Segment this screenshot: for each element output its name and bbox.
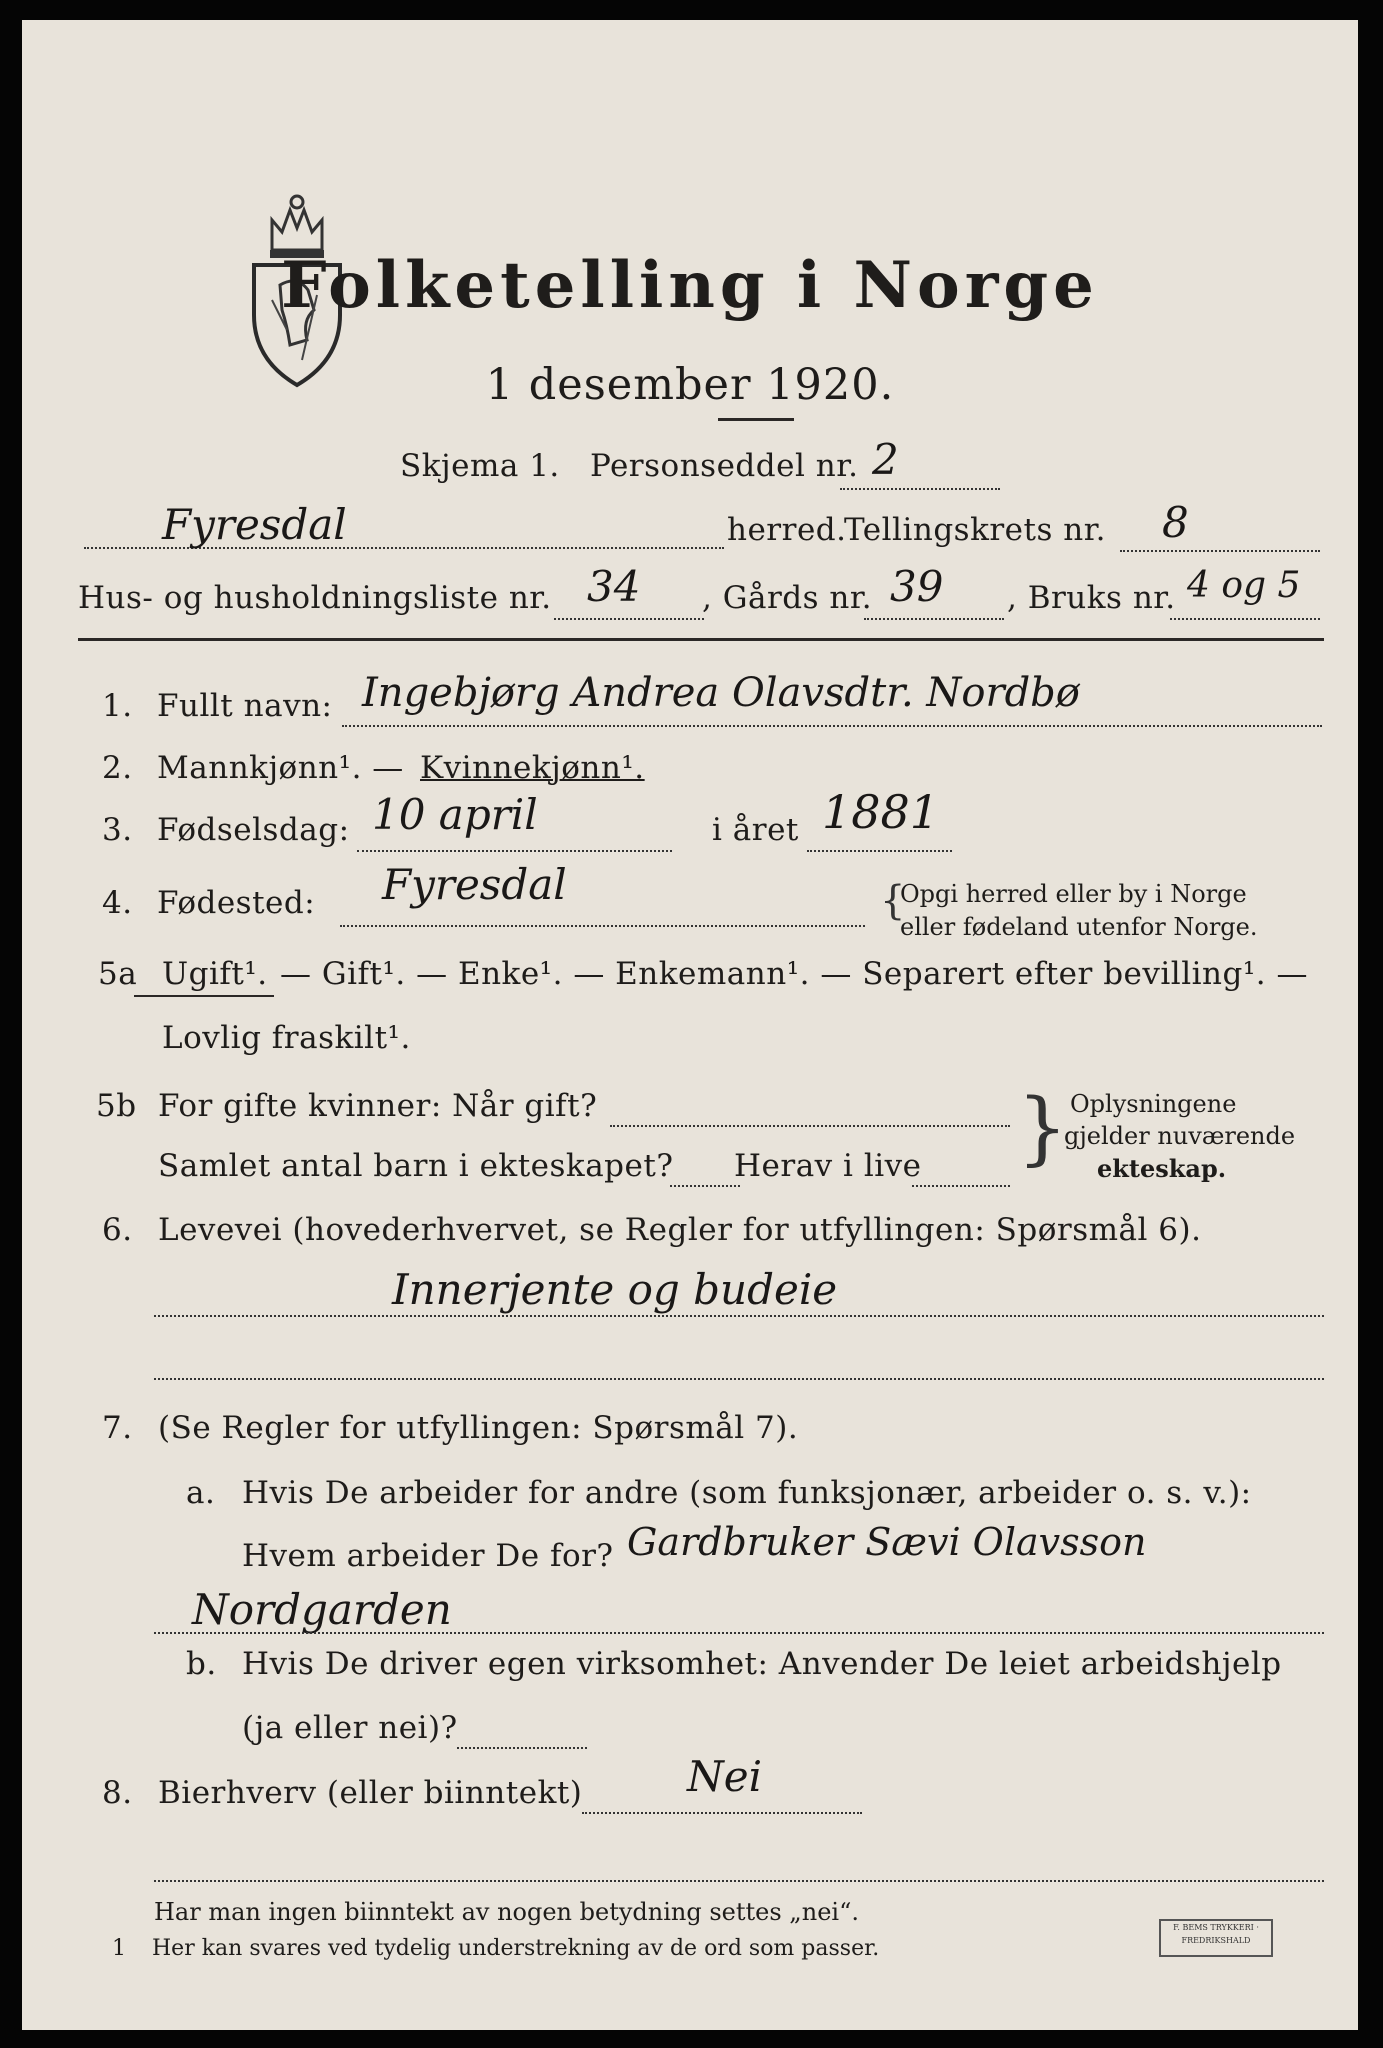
q5a-lovlig-fraskilt-option[interactable]: Lovlig fraskilt¹. — [162, 1020, 411, 1056]
footnote-marker: 1 — [112, 1936, 126, 1961]
q5a-number: 5a — [98, 956, 138, 992]
q4-label: Fødested: — [157, 885, 316, 921]
herred-value[interactable]: Fyresdal — [162, 500, 347, 549]
q5b-living-label: Herav i live — [734, 1148, 922, 1184]
nei-note: Har man ingen biinntekt av nogen betydning settes „nei“. — [154, 1898, 859, 1926]
form-title: Folketelling i Norge — [281, 248, 1099, 323]
bruks-field-line — [1170, 618, 1320, 620]
census-form-sheet — [22, 20, 1358, 2030]
q5b-brace: } — [1017, 1081, 1068, 1174]
q6-label: Levevei (hovederhvervet, se Regler for utfyllingen: Spørsmål 6). — [158, 1212, 1202, 1248]
q3-year-label: i året — [712, 812, 799, 848]
q7a-employer-value-line1[interactable]: Gardbruker Sævi Olavsson — [627, 1520, 1147, 1564]
bruks-label: , Bruks nr. — [1007, 580, 1176, 616]
q5b-note-line1: Oplysningene — [1070, 1090, 1237, 1118]
personseddel-field-line — [840, 488, 1000, 490]
q6-field-line-2 — [154, 1378, 1324, 1380]
q5b-when-married-label: For gifte kvinner: Når gift? — [158, 1088, 598, 1124]
q5b-children-field-line — [670, 1185, 740, 1187]
q7b-text2: (ja eller nei)? — [242, 1710, 458, 1746]
q3-number: 3. — [102, 812, 133, 848]
title-divider — [718, 418, 794, 421]
husholdningsliste-field-line — [554, 618, 704, 620]
q7a-letter: a. — [186, 1475, 216, 1511]
q2-female-option[interactable]: Kvinnekjønn¹. — [420, 750, 645, 786]
q5b-note-line3: ekteskap. — [1097, 1154, 1227, 1183]
q8-label: Bierhverv (eller biinntekt) — [158, 1775, 583, 1811]
gards-label: , Gårds nr. — [702, 580, 873, 616]
q7b-letter: b. — [186, 1646, 217, 1682]
tellingskrets-label: Tellingskrets nr. — [844, 512, 1106, 548]
gards-value[interactable]: 39 — [890, 562, 944, 611]
q4-note-line1: Opgi herred eller by i Norge — [900, 880, 1247, 908]
printer-stamp: F. BEMS TRYKKERI · FREDRIKSHALD — [1159, 1919, 1273, 1957]
q4-note-line2: eller fødeland utenfor Norge. — [900, 913, 1258, 941]
tellingskrets-value[interactable]: 8 — [1162, 498, 1189, 547]
q5b-number: 5b — [96, 1088, 137, 1124]
q7-label: (Se Regler for utfyllingen: Spørsmål 7). — [158, 1410, 799, 1446]
q3-year-field-line — [807, 850, 952, 852]
herred-label: herred. — [727, 512, 847, 548]
personseddel-value[interactable]: 2 — [872, 435, 899, 484]
q7a-text: Hvis De arbeider for andre (som funksjonær, arbeider o. s. v.): — [242, 1475, 1252, 1511]
q7b-field-line — [457, 1747, 587, 1749]
q5a-ugift-underline — [134, 995, 274, 997]
q7a-employer-value-line2[interactable]: Nordgarden — [192, 1585, 452, 1634]
q1-full-name-value[interactable]: Ingebjørg Andrea Olavsdtr. Nordbø — [362, 670, 1080, 716]
q8-field-line — [582, 1812, 862, 1814]
q7-number: 7. — [102, 1410, 133, 1446]
q3-date-field-line — [357, 850, 672, 852]
q6-number: 6. — [102, 1212, 133, 1248]
q6-field-line-1 — [154, 1315, 1324, 1317]
personseddel-label: Personseddel nr. — [590, 448, 859, 484]
husholdningsliste-value[interactable]: 34 — [587, 562, 641, 611]
q4-field-line — [340, 925, 865, 927]
q2-male-option[interactable]: Mannkjønn¹. — — [157, 750, 404, 786]
q7b-text: Hvis De driver egen virksomhet: Anvender De leiet arbeidshjelp — [242, 1646, 1282, 1682]
q7a-question: Hvem arbeider De for? — [242, 1538, 614, 1574]
q5a-other-options[interactable]: — Gift¹. — Enke¹. — Enkemann¹. — Separert efter bevilling¹. — — [280, 956, 1308, 992]
q1-number: 1. — [102, 688, 133, 724]
q5a-ugift-option[interactable]: Ugift¹. — [162, 956, 268, 992]
q8-field-line-2 — [154, 1880, 1324, 1882]
q1-field-line — [342, 725, 1322, 727]
q3-birthdate-value[interactable]: 10 april — [372, 790, 538, 839]
header-divider — [78, 638, 1324, 641]
bruks-value[interactable]: 4 og 5 — [1187, 565, 1301, 606]
q4-number: 4. — [102, 885, 133, 921]
q1-label: Fullt navn: — [157, 688, 333, 724]
q6-occupation-value[interactable]: Innerjente og budeie — [392, 1265, 838, 1314]
gards-field-line — [864, 618, 1004, 620]
q8-side-income-value[interactable]: Nei — [687, 1752, 763, 1801]
q7a-field-line — [154, 1632, 1324, 1634]
tellingskrets-field-line — [1120, 550, 1320, 552]
q4-brace: { — [880, 878, 906, 924]
q4-birthplace-value[interactable]: Fyresdal — [382, 860, 567, 909]
husholdningsliste-label: Hus- og husholdningsliste nr. — [78, 580, 552, 616]
q5b-note-line2: gjelder nuværende — [1064, 1122, 1296, 1150]
q5b-when-married-field-line — [610, 1125, 1010, 1127]
footnote-text: Her kan svares ved tydelig understrekning av de ord som passer. — [152, 1936, 880, 1961]
form-date: 1 desember 1920. — [485, 360, 895, 410]
q3-label: Fødselsdag: — [157, 812, 350, 848]
q3-birthyear-value[interactable]: 1881 — [822, 785, 940, 839]
q8-number: 8. — [102, 1775, 133, 1811]
q5b-children-label: Samlet antal barn i ekteskapet? — [158, 1148, 674, 1184]
q5b-living-field-line — [912, 1185, 1010, 1187]
skjema-label: Skjema 1. — [400, 448, 560, 484]
q2-number: 2. — [102, 750, 133, 786]
